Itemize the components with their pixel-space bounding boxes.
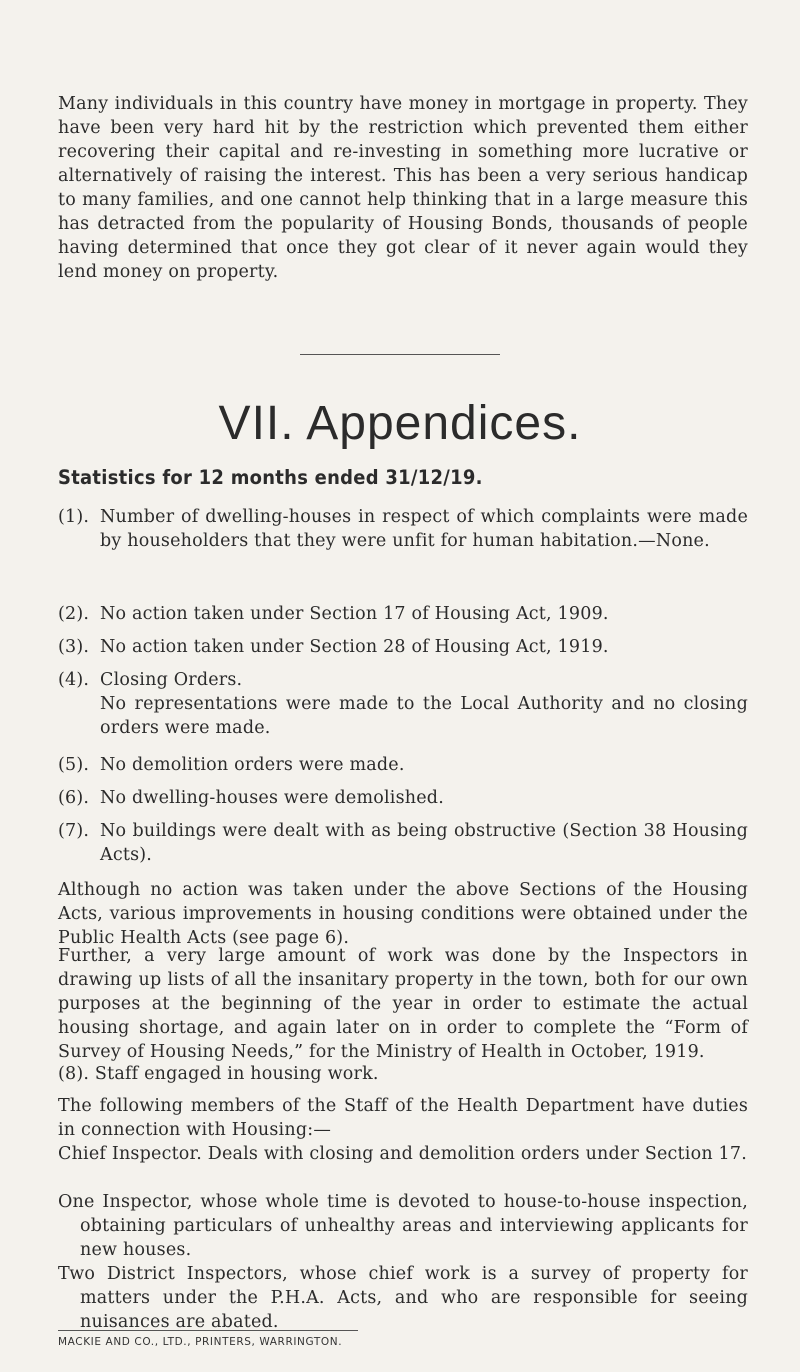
item-number: (2). [58, 604, 90, 624]
item-text: No dwelling-houses were demolished. [100, 788, 444, 808]
item-number: (3). [58, 637, 90, 657]
staff-entry: Two District Inspectors, whose chief work is a survey of property for matters under the P.H.A. Acts, and who are responsible for seeing nuisances are abated. [58, 1264, 748, 1332]
intro-paragraph: Many individuals in this country have money in mortgage in property. They have been very hard hit by the restriction which prevented them either recovering their capital and re-investing in something more lucrative or alternatively of raising the interest. This has been a very serious handicap to many families, and one cannot help thinking that in a large measure this has detracted from the popularity of Housing Bonds, thousands of people having determined that once they got clear of it never again would they lend money on property. [58, 94, 748, 282]
list-item [58, 635, 748, 659]
statistics-heading: Statistics for 12 months ended 31/12/19. [58, 466, 483, 489]
staff-entry: One Inspector, whose whole time is devoted to house-to-house inspection, obtaining particulars of unhealthy areas and interviewing applicants for new houses. [58, 1192, 748, 1260]
item-text: Closing Orders. [100, 670, 243, 690]
printer-footer: MACKIE AND CO., LTD., PRINTERS, WARRINGTON. [58, 1336, 343, 1348]
item-number: (5). [58, 755, 90, 775]
item-number: (1). [58, 507, 90, 527]
section-title: VII. Appendices. [218, 397, 582, 450]
staff-intro: The following members of the Staff of the Health Department have duties in connection with Housing:— [58, 1096, 748, 1140]
item-text: No demolition orders were made. [100, 755, 405, 775]
item-text: No action taken under Section 17 of Housing Act, 1909. [100, 604, 609, 624]
list-item [58, 668, 748, 740]
further-paragraph: Further, a very large amount of work was done by the Inspectors in drawing up lists of all the insanitary property in the town, both for our own purposes at the beginning of the year in order to estimate the actual housing shortage, and again later on in order to complete the “Form of Survey of Housing Needs,” for the Ministry of Health in October, 1919. [58, 946, 748, 1062]
list-item [58, 505, 748, 553]
item-8-heading: (8). Staff engaged in housing work. [58, 1064, 379, 1084]
item-text: Number of dwelling-houses in respect of which complaints were made by householders that they were unfit for human habitation.—None. [100, 507, 748, 551]
list-item [58, 819, 748, 867]
list-item [58, 753, 748, 777]
list-item [58, 602, 748, 626]
list-item [58, 786, 748, 810]
item-number: (6). [58, 788, 90, 808]
staff-entry: Chief Inspector. Deals with closing and demolition orders under Section 17. [58, 1144, 747, 1164]
item-number: (4). [58, 670, 90, 690]
item-number: (7). [58, 821, 90, 841]
item-text: No action taken under Section 28 of Housing Act, 1919. [100, 637, 609, 657]
item-subtext: No representations were made to the Local Authority and no closing orders were made. [100, 694, 748, 738]
section-divider [300, 354, 500, 355]
improvements-paragraph: Although no action was taken under the above Sections of the Housing Acts, various improvements in housing conditions were obtained under the Public Health Acts (see page 6). [58, 880, 748, 948]
footer-divider [58, 1330, 358, 1331]
item-text: No buildings were dealt with as being obstructive (Section 38 Housing Acts). [100, 821, 748, 865]
